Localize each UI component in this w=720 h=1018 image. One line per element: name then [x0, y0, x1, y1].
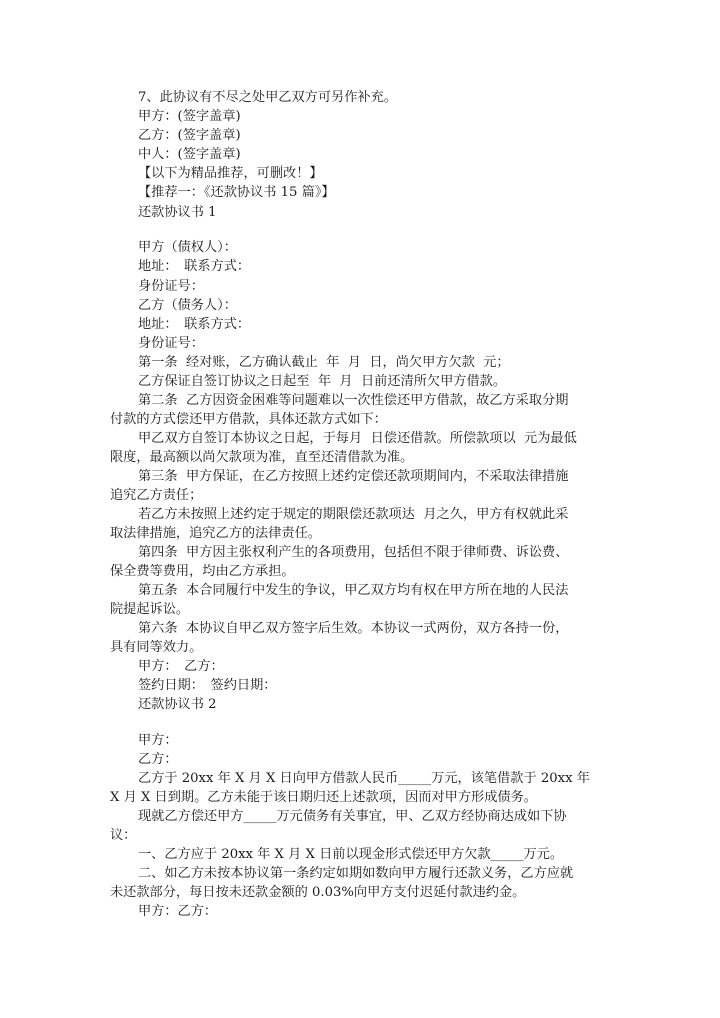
- article-1-cont: 乙方保证自签订协议之日起至 年 月 日前还清所欠甲方借款。: [138, 374, 507, 389]
- clause-1: 一、乙方应于 20xx 年 X 月 X 日前以现金形式偿还甲方欠款_____万元。: [138, 847, 564, 862]
- negotiation-paragraph: 现就乙方偿还甲方_____万元债务有关事宜，甲、乙双方经协商达成如下协: [138, 809, 567, 824]
- article-3: 第三条 甲方保证，在乙方按照上述约定偿还款项期间内，不采取法律措施: [138, 469, 569, 484]
- creditor-id: 身份证号：: [138, 279, 204, 294]
- recommend-title: 【推荐一：《还款协议书 15 篇》】: [138, 185, 335, 200]
- middleman-signature: 中人：(签字盖章): [138, 147, 241, 162]
- article-5: 第五条 本合同履行中发生的争议，甲乙双方均有权在甲方所在地的人民法: [138, 583, 569, 598]
- clause-2-cont: 未还款部分，每日按未还款金额的 0.03%向甲方支付迟延付款违约金。: [110, 885, 526, 900]
- debtor-label: 乙方（债务人）：: [138, 298, 237, 313]
- article-2: 第二条 乙方因资金困难等问题难以一次性偿还甲方借款，故乙方采取分期: [138, 393, 569, 408]
- article-2-detail: 甲乙双方自签订本协议之日起，于每月 日偿还借款。所偿款项以 元为最低: [138, 431, 577, 446]
- signature-parties: 甲方： 乙方：: [138, 659, 224, 674]
- loan-paragraph: 乙方于 20xx 年 X 月 X 日向甲方借款人民币_____万元，该笔借款于 20xx 年: [138, 771, 590, 786]
- article-6-cont: 具有同等效力。: [110, 640, 203, 655]
- article-4-cont: 保全费等费用，均由乙方承担。: [110, 564, 295, 579]
- clause-2: 二、如乙方未按本协议第一条约定如期如数向甲方履行还款义务，乙方应就: [138, 866, 574, 881]
- signature-dates: 签约日期： 签约日期：: [138, 678, 277, 693]
- debtor-address: 地址： 联系方式：: [138, 317, 251, 332]
- creditor-label: 甲方（债权人）：: [138, 240, 237, 255]
- party-a-label: 甲方：: [138, 733, 178, 748]
- signature-parties-2: 甲方：乙方：: [138, 904, 218, 919]
- agreement-1-title: 还款协议书 1: [138, 205, 217, 220]
- article-3-detail-cont: 取法律措施，追究乙方的法律责任。: [110, 526, 321, 541]
- article-6: 第六条 本协议自甲乙双方签字后生效。本协议一式两份，双方各持一份，: [138, 621, 569, 636]
- article-3-cont: 追究乙方责任；: [110, 488, 203, 503]
- party-b-label: 乙方：: [138, 752, 178, 767]
- supplement-clause: 7、此协议有不尽之处甲乙双方可另作补充。: [138, 90, 397, 105]
- debtor-id: 身份证号：: [138, 336, 204, 351]
- article-4: 第四条 甲方因主张权利产生的各项费用，包括但不限于律师费、诉讼费、: [138, 545, 569, 560]
- negotiation-paragraph-cont: 议：: [110, 828, 137, 843]
- agreement-2-title: 还款协议书 2: [138, 697, 217, 712]
- party-a-signature: 甲方：(签字盖章): [138, 109, 241, 124]
- party-b-signature: 乙方：(签字盖章): [138, 128, 241, 143]
- creditor-address: 地址： 联系方式：: [138, 259, 251, 274]
- article-1: 第一条 经对账，乙方确认截止 年 月 日，尚欠甲方欠款 元；: [138, 355, 510, 370]
- recommend-note: 【以下为精品推荐，可删改！】: [138, 166, 323, 181]
- article-2-detail-cont: 限度，最高额以尚欠款项为准，直至还清借款为准。: [110, 450, 414, 465]
- article-5-cont: 院提起诉讼。: [110, 602, 190, 617]
- article-2-cont: 付款的方式偿还甲方借款，具体还款方式如下：: [110, 412, 387, 427]
- article-3-detail: 若乙方未按照上述约定于规定的期限偿还款项达 月之久，甲方有权就此采: [138, 507, 569, 522]
- loan-paragraph-cont: X 月 X 日到期。乙方未能于该日期归还上述款项，因而对甲方形成债务。: [110, 790, 537, 805]
